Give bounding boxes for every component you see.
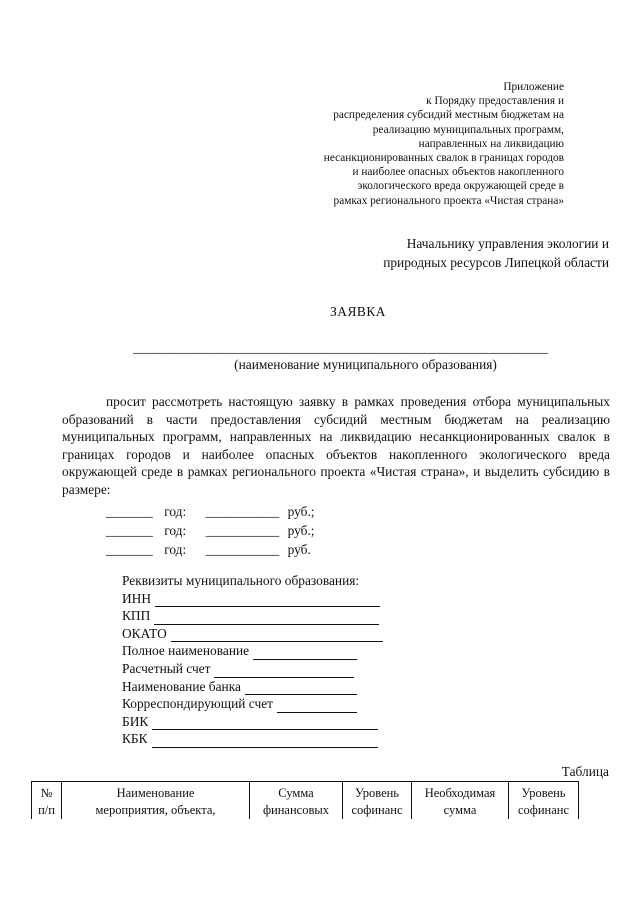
table-caption: Таблица [561, 764, 609, 779]
header-number [32, 782, 62, 820]
header-funding-amount [250, 782, 343, 820]
header-line: Сумма [278, 786, 314, 800]
addressee [309, 234, 609, 272]
appendix-line: экологического вреда окружающей среде в [357, 180, 564, 193]
header-line: Уровень [521, 786, 566, 800]
requisite-label: ИНН [122, 590, 152, 606]
requisite-blank [214, 665, 354, 678]
requisite-blank [154, 612, 379, 625]
table-header-row [32, 782, 579, 820]
sum-blank: ___________ [205, 542, 280, 557]
requisite-blank [171, 629, 383, 642]
addressee-line: природных ресурсов Липецкой области [383, 255, 609, 270]
addressee-line: Начальнику управления экологии и [406, 236, 609, 251]
document-title: ЗАЯВКА [330, 304, 386, 319]
header-line: финансовых [262, 803, 330, 817]
appendix-note [264, 80, 564, 208]
header-line: софинанс [517, 803, 570, 817]
requisite-kbk [122, 730, 383, 748]
subsidy-years [106, 502, 315, 559]
year-row [106, 521, 315, 540]
currency-unit: руб.; [287, 523, 315, 538]
requisite-okato [122, 625, 383, 643]
header-line: № [40, 786, 53, 800]
requisite-label: Полное наименование [122, 643, 250, 659]
requisite-label: ОКАТО [122, 625, 167, 641]
requisite-kpp [122, 607, 383, 625]
currency-unit: руб.; [287, 504, 315, 519]
request-text: просит рассмотреть настоящую заявку в рамках проведения отбора муниципальных образований в части предоставления субсидий местным бюджетам на реализацию муниципальных программ, направленных на ликвидацию несанкционированных свалок в границах городов и наиболее опасных объектов накопленного экологического вреда окружающей среде в рамках регионального проекта «Чистая страна», и выделить субсидию в размере: [62, 394, 610, 497]
requisite-bik [122, 713, 383, 731]
year-blank: _______ [106, 523, 153, 538]
appendix-line: распределения субсидий местным бюджетам на [333, 109, 564, 122]
requisite-blank [253, 647, 357, 660]
header-cofinancing-level-2 [509, 782, 579, 820]
header-event-name [62, 782, 250, 820]
requisite-label: Корреспондирующий счет [122, 696, 273, 712]
header-line: мероприятия, объекта, [95, 803, 216, 817]
requisite-label: Наименование банка [122, 678, 241, 694]
appendix-line: направленных на ликвидацию [418, 137, 564, 150]
requisite-blank [152, 717, 378, 730]
requisite-label: КПП [122, 608, 151, 624]
requisite-account [122, 660, 383, 678]
header-line: п/п [38, 803, 55, 817]
currency-unit: руб. [287, 542, 311, 557]
requisite-blank [155, 594, 380, 607]
sum-blank: ___________ [205, 504, 280, 519]
request-paragraph [62, 393, 610, 499]
appendix-line: к Порядку предоставления и [426, 95, 564, 108]
appendix-line: Приложение [503, 81, 564, 93]
appendix-line: и наиболее опасных объектов накопленного [352, 166, 564, 179]
requisites-block [122, 572, 383, 748]
requisite-blank [277, 700, 357, 713]
header-line: сумма [443, 803, 477, 817]
requisite-label: Расчетный счет [122, 660, 211, 676]
requisite-blank [245, 682, 357, 695]
requisites-title: Реквизиты муниципального образования: [122, 573, 360, 588]
appendix-line: несанкционированных свалок в границах городов [323, 152, 564, 165]
funding-table [31, 781, 579, 819]
header-line: софинанс [351, 803, 403, 817]
header-line: Наименование [116, 786, 195, 800]
requisite-inn [122, 590, 383, 608]
requisite-label: БИК [122, 713, 149, 729]
year-blank: _______ [106, 504, 153, 519]
year-row [106, 502, 315, 521]
header-line: Уровень [354, 786, 400, 800]
sum-blank: ___________ [205, 523, 280, 538]
municipality-name-blank: ______________________________________________________________ [133, 340, 549, 355]
header-line: Необходимая [424, 786, 496, 800]
requisite-bank-name [122, 678, 383, 696]
year-row [106, 540, 315, 559]
year-label: год: [164, 523, 187, 538]
requisite-corr-account [122, 695, 383, 713]
year-label: год: [164, 542, 187, 557]
header-required-amount [412, 782, 509, 820]
appendix-line: рамках регионального проекта «Чистая страна» [333, 194, 564, 207]
municipality-caption: (наименование муниципального образования) [234, 357, 497, 372]
requisite-label: КБК [122, 731, 148, 747]
year-blank: _______ [106, 542, 153, 557]
requisite-blank [152, 735, 378, 748]
appendix-line: реализацию муниципальных программ, [372, 123, 564, 136]
header-cofinancing-level [343, 782, 412, 820]
year-label: год: [164, 504, 187, 519]
requisite-full-name [122, 642, 383, 660]
